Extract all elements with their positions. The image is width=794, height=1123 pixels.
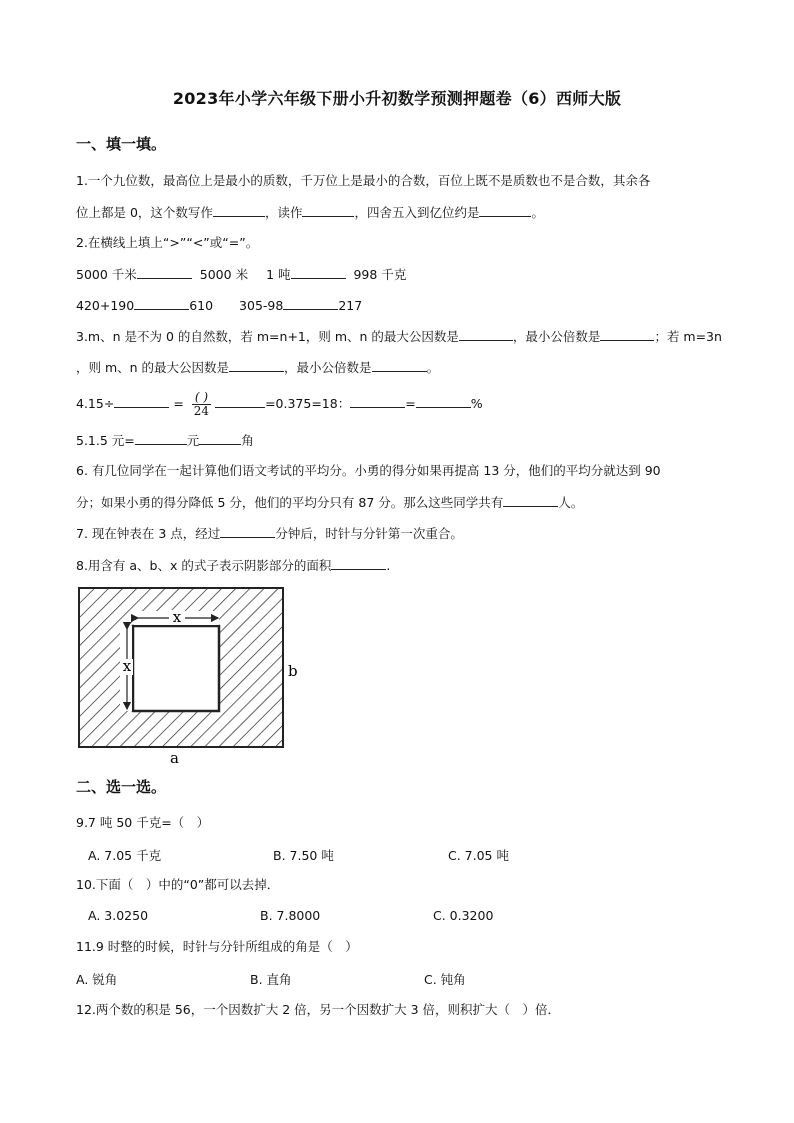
answer-blank[interactable]	[114, 395, 169, 408]
shaded-area-figure	[70, 584, 310, 766]
answer-blank[interactable]	[331, 557, 386, 570]
answer-blank[interactable]	[302, 204, 354, 217]
fraction: $\frac{( )}{24}$	[193, 390, 210, 418]
answer-blank[interactable]	[372, 359, 427, 372]
answer-blank[interactable]	[283, 297, 338, 310]
question-1-line-1: 1.一个九位数，最高位上是最小的质数，千万位上是最小的合数，百位上既不是质数也不是合数，其余各	[76, 173, 651, 188]
question-2-row-2: 420+190 610 305-98 217	[76, 298, 363, 313]
answer-blank[interactable]	[213, 204, 265, 217]
question-12: 12.两个数的积是 56，一个因数扩大 2 倍，另一个因数扩大 3 倍，则积扩大（ ）倍．	[76, 1002, 561, 1017]
option-c[interactable]: C. 0.3200	[433, 908, 494, 923]
option-b[interactable]: B. 7.50 吨	[273, 848, 334, 863]
option-c[interactable]: C. 7.05 吨	[448, 848, 509, 863]
answer-blank[interactable]	[503, 494, 558, 507]
option-b[interactable]: B. 直角	[250, 972, 292, 987]
answer-blank[interactable]	[291, 266, 346, 279]
answer-blank[interactable]	[215, 395, 265, 408]
question-10: 10.下面（ ）中的“0”都可以去掉．	[76, 877, 280, 892]
answer-blank[interactable]	[416, 395, 471, 408]
label-x-left: x	[122, 657, 132, 675]
answer-blank[interactable]	[135, 432, 187, 445]
option-a[interactable]: A. 锐角	[76, 972, 118, 987]
question-1-line-2: 位上都是 0，这个数写作 ，读作 ，四舍五入到亿位约是 。	[76, 205, 544, 220]
question-3-line-2: ，则 m、n 的最大公因数是 ，最小公倍数是 。	[76, 360, 440, 375]
question-3-line-1: 3.m、n 是不为 0 的自然数，若 m=n+1，则 m、n 的最大公因数是 ，最小公倍数是 ；若 m=3n	[76, 329, 722, 344]
question-11: 11.9 时整的时候，时针与分针所组成的角是（ ）	[76, 939, 358, 954]
option-b[interactable]: B. 7.8000	[260, 908, 321, 923]
label-x-top: x	[172, 608, 182, 626]
question-5: 5.1.5 元= 元 角	[76, 433, 254, 448]
question-8: 8.用含有 a、b、x 的式子表示阴影部分的面积 .	[76, 558, 391, 573]
answer-blank[interactable]	[600, 328, 654, 341]
label-a: a	[170, 749, 179, 766]
question-7: 7. 现在钟表在 3 点，经过 分钟后，时针与分针第一次重合。	[76, 526, 463, 541]
section-heading-fill: 一、填一填。	[76, 135, 167, 153]
answer-blank[interactable]	[199, 432, 241, 445]
question-2-row-1: 5000 千米 5000 米 1 吨 998 千克	[76, 267, 407, 282]
answer-blank[interactable]	[134, 297, 189, 310]
answer-blank[interactable]	[350, 395, 405, 408]
label-b: b	[288, 662, 298, 680]
question-2-text: 2.在横线上填上“>”“<”或“=”。	[76, 235, 259, 250]
answer-blank[interactable]	[479, 204, 531, 217]
question-4: 4.15÷ = $\frac{( )}{24}$ =0.375=18： = %	[76, 390, 483, 418]
answer-blank[interactable]	[459, 328, 513, 341]
inner-square	[133, 626, 219, 711]
option-a[interactable]: A. 3.0250	[88, 908, 149, 923]
question-6-line-2: 分；如果小勇的得分降低 5 分，他们的平均分只有 87 分。那么这些同学共有 人。	[76, 495, 584, 510]
option-c[interactable]: C. 钝角	[424, 972, 466, 987]
option-a[interactable]: A. 7.05 千克	[88, 848, 162, 863]
answer-blank[interactable]	[137, 266, 192, 279]
answer-blank[interactable]	[220, 525, 275, 538]
page-title: 2023年小学六年级下册小升初数学预测押题卷（6）西师大版	[172, 89, 622, 108]
section-heading-choose: 二、选一选。	[76, 778, 167, 796]
answer-blank[interactable]	[229, 359, 284, 372]
question-6-line-1: 6. 有几位同学在一起计算他们语文考试的平均分。小勇的得分如果再提高 13 分，他们的平均分就达到 90	[76, 463, 661, 478]
question-9: 9.7 吨 50 千克=（ ）	[76, 815, 210, 830]
